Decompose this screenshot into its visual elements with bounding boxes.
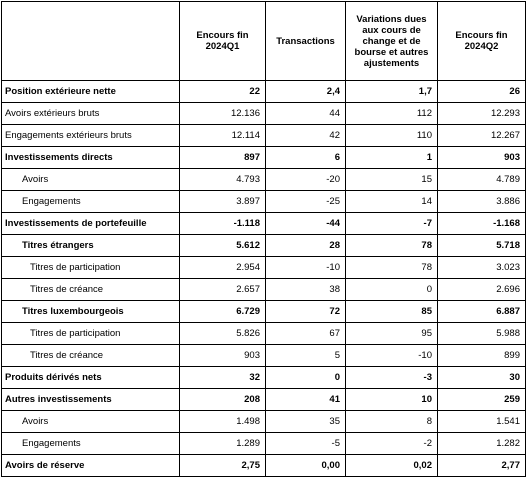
- cell-stock-q2: 1.282: [438, 433, 526, 455]
- cell-stock-q2: 1.541: [438, 411, 526, 433]
- table-row: [2, 213, 526, 235]
- cell-valuation-changes: 1,7: [346, 81, 438, 103]
- cell-valuation-changes: 1: [346, 147, 438, 169]
- row-label: Produits dérivés nets: [2, 367, 180, 389]
- table-row: [2, 389, 526, 411]
- row-label: Position extérieure nette: [2, 81, 180, 103]
- cell-stock-q2: 3.886: [438, 191, 526, 213]
- cell-transactions: 5: [266, 345, 346, 367]
- cell-transactions: -10: [266, 257, 346, 279]
- cell-stock-q2: 26: [438, 81, 526, 103]
- row-label: Autres investissements: [2, 389, 180, 411]
- cell-stock-q1: 897: [180, 147, 266, 169]
- cell-stock-q2: 259: [438, 389, 526, 411]
- cell-stock-q2: 12.293: [438, 103, 526, 125]
- cell-stock-q1: 4.793: [180, 169, 266, 191]
- cell-stock-q1: 3.897: [180, 191, 266, 213]
- cell-transactions: 2,4: [266, 81, 346, 103]
- cell-transactions: 67: [266, 323, 346, 345]
- cell-stock-q1: 2.954: [180, 257, 266, 279]
- cell-transactions: -20: [266, 169, 346, 191]
- cell-stock-q2: 4.789: [438, 169, 526, 191]
- cell-transactions: -25: [266, 191, 346, 213]
- cell-valuation-changes: -10: [346, 345, 438, 367]
- cell-stock-q1: 12.114: [180, 125, 266, 147]
- row-label: Titres luxembourgeois: [2, 301, 180, 323]
- cell-valuation-changes: -2: [346, 433, 438, 455]
- cell-stock-q2: 903: [438, 147, 526, 169]
- table-row: [2, 323, 526, 345]
- row-label: Engagements extérieurs bruts: [2, 125, 180, 147]
- cell-transactions: 41: [266, 389, 346, 411]
- cell-stock-q2: 3.023: [438, 257, 526, 279]
- row-label: Avoirs extérieurs bruts: [2, 103, 180, 125]
- header-row: [2, 2, 526, 81]
- international-investment-position-table: [1, 1, 526, 477]
- cell-transactions: 6: [266, 147, 346, 169]
- table-row: [2, 411, 526, 433]
- cell-stock-q1: 5.826: [180, 323, 266, 345]
- cell-stock-q2: -1.168: [438, 213, 526, 235]
- table-row: [2, 103, 526, 125]
- table-row: [2, 455, 526, 477]
- cell-transactions: -5: [266, 433, 346, 455]
- row-label: Titres de participation: [2, 257, 180, 279]
- table-row: [2, 169, 526, 191]
- cell-stock-q2: 6.887: [438, 301, 526, 323]
- row-label: Titres étrangers: [2, 235, 180, 257]
- table-row: [2, 345, 526, 367]
- table-body: [2, 81, 526, 477]
- cell-valuation-changes: 78: [346, 257, 438, 279]
- header-stock-q1: Encours fin 2024Q1: [180, 2, 266, 81]
- cell-transactions: 42: [266, 125, 346, 147]
- cell-transactions: 0,00: [266, 455, 346, 477]
- row-label: Titres de participation: [2, 323, 180, 345]
- header-label-column: [2, 2, 180, 81]
- cell-valuation-changes: 112: [346, 103, 438, 125]
- header-valuation-changes: Variations dues aux cours de change et de bourse et autres ajustements: [346, 2, 438, 81]
- cell-stock-q1: -1.118: [180, 213, 266, 235]
- cell-stock-q2: 2.696: [438, 279, 526, 301]
- cell-transactions: -44: [266, 213, 346, 235]
- table-row: [2, 235, 526, 257]
- row-label: Titres de créance: [2, 345, 180, 367]
- table-row: [2, 433, 526, 455]
- cell-stock-q2: 30: [438, 367, 526, 389]
- cell-transactions: 72: [266, 301, 346, 323]
- cell-valuation-changes: -7: [346, 213, 438, 235]
- cell-valuation-changes: -3: [346, 367, 438, 389]
- row-label: Avoirs de réserve: [2, 455, 180, 477]
- cell-valuation-changes: 0: [346, 279, 438, 301]
- cell-stock-q1: 1.498: [180, 411, 266, 433]
- cell-transactions: 44: [266, 103, 346, 125]
- cell-transactions: 38: [266, 279, 346, 301]
- row-label: Titres de créance: [2, 279, 180, 301]
- cell-stock-q2: 899: [438, 345, 526, 367]
- table-row: [2, 191, 526, 213]
- cell-valuation-changes: 14: [346, 191, 438, 213]
- cell-stock-q2: 2,77: [438, 455, 526, 477]
- cell-stock-q2: 12.267: [438, 125, 526, 147]
- header-transactions: Transactions: [266, 2, 346, 81]
- cell-valuation-changes: 85: [346, 301, 438, 323]
- cell-transactions: 35: [266, 411, 346, 433]
- row-label: Avoirs: [2, 411, 180, 433]
- cell-stock-q1: 5.612: [180, 235, 266, 257]
- row-label: Investissements de portefeuille: [2, 213, 180, 235]
- cell-stock-q1: 903: [180, 345, 266, 367]
- cell-stock-q1: 2.657: [180, 279, 266, 301]
- cell-stock-q1: 208: [180, 389, 266, 411]
- cell-stock-q1: 22: [180, 81, 266, 103]
- row-label: Avoirs: [2, 169, 180, 191]
- balance-table-container: [1, 1, 526, 477]
- table-row: [2, 81, 526, 103]
- table-row: [2, 147, 526, 169]
- cell-transactions: 0: [266, 367, 346, 389]
- table-row: [2, 301, 526, 323]
- row-label: Investissements directs: [2, 147, 180, 169]
- cell-valuation-changes: 78: [346, 235, 438, 257]
- cell-valuation-changes: 8: [346, 411, 438, 433]
- cell-valuation-changes: 10: [346, 389, 438, 411]
- cell-stock-q1: 1.289: [180, 433, 266, 455]
- cell-valuation-changes: 95: [346, 323, 438, 345]
- cell-stock-q1: 12.136: [180, 103, 266, 125]
- row-label: Engagements: [2, 191, 180, 213]
- table-row: [2, 279, 526, 301]
- table-row: [2, 257, 526, 279]
- cell-stock-q2: 5.718: [438, 235, 526, 257]
- cell-stock-q1: 2,75: [180, 455, 266, 477]
- cell-transactions: 28: [266, 235, 346, 257]
- cell-valuation-changes: 15: [346, 169, 438, 191]
- cell-stock-q1: 32: [180, 367, 266, 389]
- cell-valuation-changes: 0,02: [346, 455, 438, 477]
- header-stock-q2: Encours fin 2024Q2: [438, 2, 526, 81]
- table-row: [2, 367, 526, 389]
- row-label: Engagements: [2, 433, 180, 455]
- cell-valuation-changes: 110: [346, 125, 438, 147]
- cell-stock-q2: 5.988: [438, 323, 526, 345]
- cell-stock-q1: 6.729: [180, 301, 266, 323]
- table-row: [2, 125, 526, 147]
